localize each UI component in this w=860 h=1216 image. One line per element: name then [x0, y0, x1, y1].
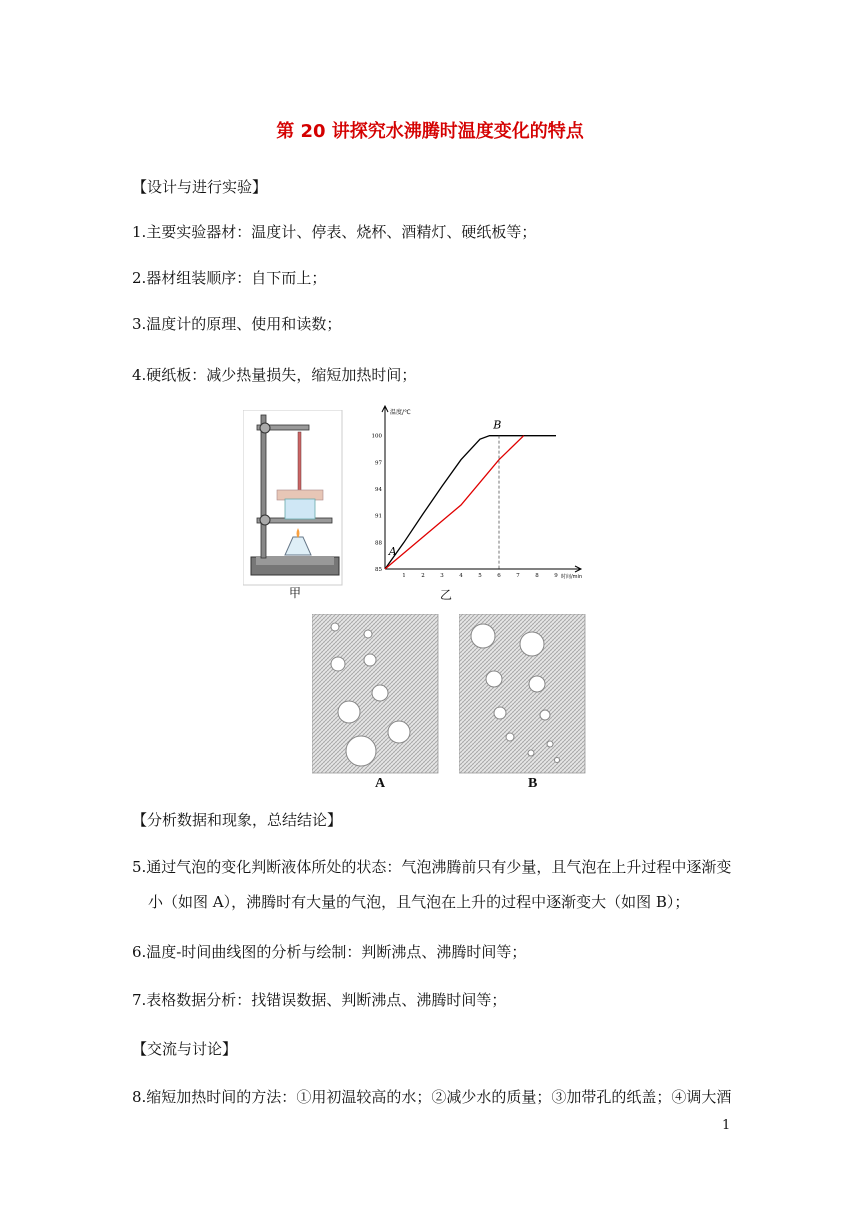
bubble — [486, 671, 502, 687]
bubble — [506, 733, 514, 741]
item-4: 4.硬纸板：减少热量损失，缩短加热时间； — [132, 366, 417, 384]
item-5-line-1: 5.通过气泡的变化判断液体所处的状态：气泡沸腾前只有少量，且气泡在上升过程中逐渐变 — [132, 858, 732, 876]
bubble — [331, 657, 345, 671]
x-tick-label: 1 — [402, 573, 406, 579]
y-tick-label: 91 — [375, 513, 382, 520]
item-1: 1.主要实验器材：温度计、停表、烧杯、酒精灯、硬纸板等； — [132, 223, 537, 241]
section-heading-analysis: 【分析数据和现象，总结结论】 — [132, 811, 343, 829]
section-heading-discussion: 【交流与讨论】 — [132, 1040, 238, 1058]
y-tick-label: 85 — [375, 567, 382, 573]
y-tick-label: 97 — [375, 460, 382, 467]
series-line-0 — [385, 436, 556, 569]
section-heading-design: 【设计与进行实验】 — [132, 178, 268, 196]
bubbles-figure-a — [312, 614, 439, 774]
x-tick-label: 7 — [516, 573, 520, 579]
bubble — [364, 654, 376, 666]
annotation-b: B — [493, 418, 502, 432]
graph-label: 乙 — [440, 588, 453, 602]
x-tick-label: 2 — [421, 573, 425, 579]
x-axis-label: 时间/min — [561, 574, 583, 580]
bubble — [338, 701, 360, 723]
item-8: 8.缩短加热时间的方法：①用初温较高的水；②减少水的质量；③加带孔的纸盖；④调大酒 — [132, 1088, 732, 1106]
page-title: 第 20 讲探究水沸腾时温度变化的特点 — [276, 121, 584, 142]
bubble — [331, 623, 339, 631]
item-3: 3.温度计的原理、使用和读数； — [132, 315, 342, 333]
item-6: 6.温度-时间曲线图的分析与绘制：判断沸点、沸腾时间等； — [132, 943, 527, 961]
x-tick-label: 4 — [459, 573, 463, 579]
x-tick-label: 8 — [535, 573, 539, 579]
annotation-a: A — [388, 544, 397, 558]
y-tick-label: 94 — [375, 487, 382, 493]
bubble — [364, 630, 372, 638]
bubble — [547, 741, 553, 747]
bubble — [555, 758, 560, 763]
y-tick-label: 100 — [371, 433, 382, 440]
item-2: 2.器材组装顺序：自下而上； — [132, 269, 327, 287]
y-tick-label: 88 — [375, 540, 382, 547]
x-tick-label: 6 — [497, 573, 501, 579]
item-7: 7.表格数据分析：找错误数据、判断沸点、沸腾时间等； — [132, 991, 507, 1009]
apparatus-figure — [243, 410, 343, 602]
bubble — [372, 685, 388, 701]
bubble — [529, 676, 545, 692]
bubble — [520, 632, 544, 656]
y-axis-label: 温度/℃ — [390, 409, 411, 416]
temperature-time-chart — [365, 405, 587, 585]
bubbles-figure-b — [459, 614, 586, 774]
bubble — [471, 624, 495, 648]
bubbles-a-label: A — [375, 776, 386, 791]
bubble — [494, 707, 506, 719]
x-tick-label: 5 — [478, 573, 482, 579]
page-number: 1 — [722, 1118, 731, 1133]
x-tick-label: 9 — [554, 573, 558, 579]
bubble — [528, 750, 534, 756]
bubble — [388, 721, 410, 743]
item-5-line-2: 小（如图 A），沸腾时有大量的气泡，且气泡在上升的过程中逐渐变大（如图 B）； — [148, 893, 690, 911]
bubble — [540, 710, 550, 720]
bubbles-b-label: B — [528, 776, 538, 791]
series-line-1 — [385, 436, 524, 569]
bubble — [346, 736, 376, 766]
apparatus-label: 甲 — [289, 586, 302, 600]
x-tick-label: 3 — [440, 573, 444, 579]
